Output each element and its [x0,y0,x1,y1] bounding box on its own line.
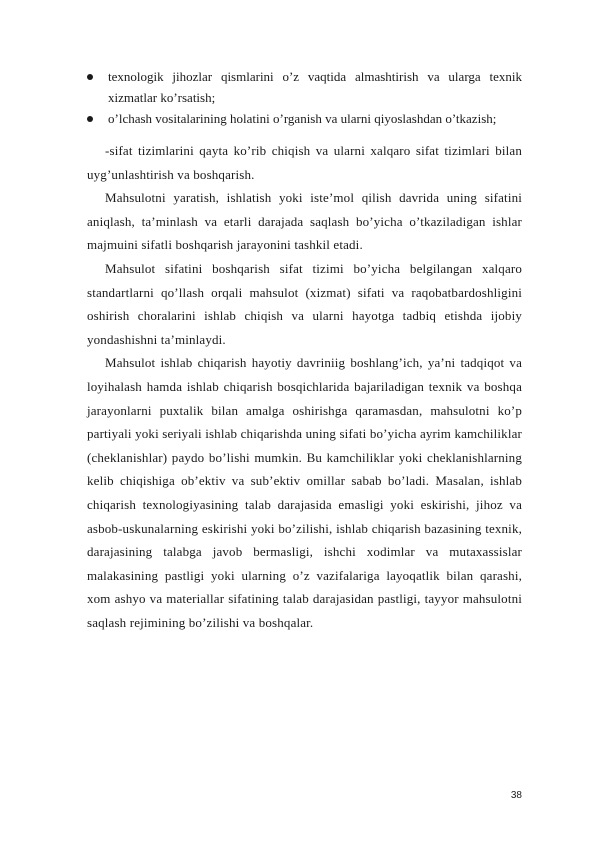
bullet-text: o’lchash vositalarining holatini o’rganish va ularni qiyoslashdan o’tkazish; [108,111,497,126]
bullet-item [87,66,522,108]
bullet-item [87,108,522,129]
paragraph: Mahsulot sifatini boshqarish sifat tizimi bo’yicha belgilangan xalqaro standartlarni qo’llash orqali mahsulot (xizmat) sifati va raqobatbardoshligini oshirish choralarini ishlab chiqish va ularni hayotga tadbiq etishda ijobiy yondashishni ta’minlaydi. [87,260,522,347]
paragraph: Mahsulotni yaratish, ishlatish yoki iste’mol qilish davrida uning sifatini aniqlash, ta’minlash va etarli darajada saqlash bo’yicha o’tkaziladigan ishlar majmuini sifatli boshqarish jarayonini tashkil etadi. [87,190,522,253]
paragraph: -sifat tizimlarini qayta ko’rib chiqish va ularni xalqaro sifat tizimlari bilan uyg’unlashtirish va boshqarish. [87,143,522,182]
paragraph: Mahsulot ishlab chiqarish hayotiy davriniig boshlang’ich, ya’ni tadqiqot va loyihalash hamda ishlab chiqarish bosqichlarida bajariladigan texnik va boshqa jarayonlarni puxtalik bilan amalga oshirishga qaramasdan, mahsulotni ko’p partiyali yoki seriyali ishlab chiqarishda uning sifati bo’yicha ayrim kamchiliklar (cheklanishlar) paydo bo’lishi mumkin. Bu kamchiliklar yoki cheklanishlarning kelib chiqishiga ob’ektiv va sub’ektiv omillar sabab bo’ladi. Masalan, ishlab chiqarish texnologiyasining talab darajasida emasligi yoki eskirishi, jihoz va asbob-uskunalarning eskirishi yoki bo’zilishi, ishlab chiqarish bazasining texnik, darajasining talabga javob bermasligi, ishchi xodimlar va mutaxassislar malakasining pastligi yoki ularning o’z vazifalariga layoqatlik bilan qarashi, xom ashyo va materiallar sifatining talab darajasidan pastligi, tayyor mahsulotni saqlash rejimining bo’zilishi va boshqalar. [87,355,522,630]
bullet-icon [87,116,93,122]
bullet-list [87,66,522,129]
page-body [87,66,522,634]
bullet-text: texnologik jihozlar qismlarini o’z vaqtida almashtirish va ularga texnik xizmatlar ko’rsatish; [108,69,522,105]
bullet-icon [87,74,93,80]
page-number: 38 [510,790,522,801]
